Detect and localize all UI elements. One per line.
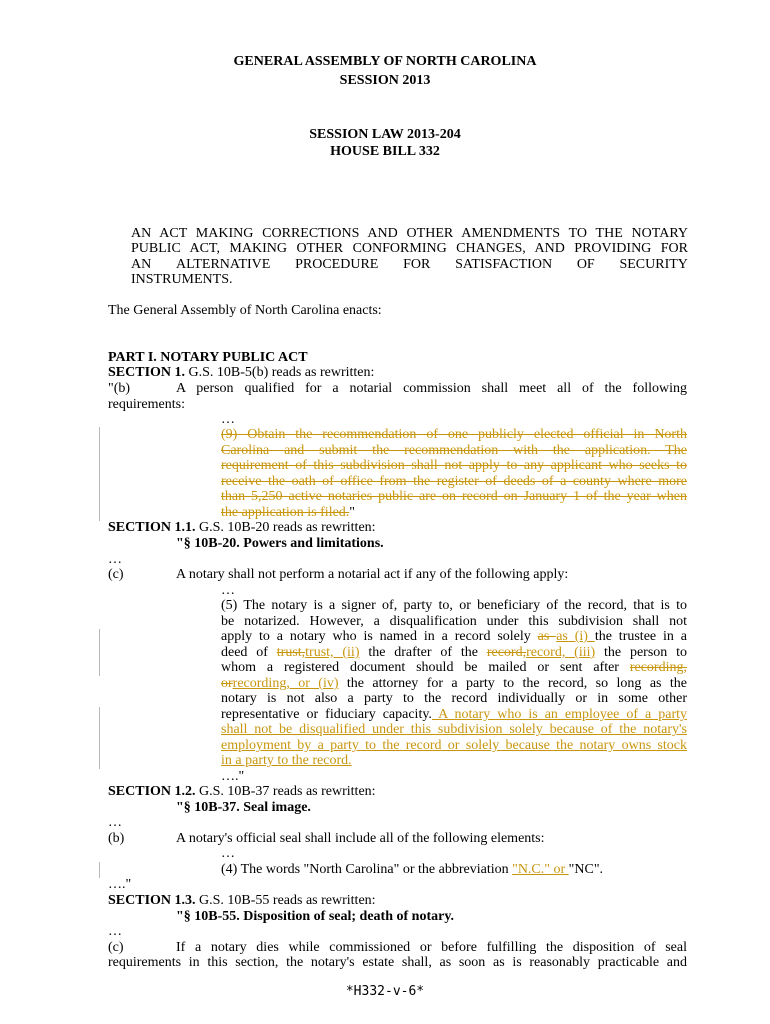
subsection-c-text: If a notary dies while commissioned or before fulfilling the disposition of seal <box>176 940 687 955</box>
change-bar <box>99 707 100 769</box>
subsection-c-label: (c) <box>108 940 124 955</box>
change-bar <box>99 629 100 676</box>
section-text: G.S. 10B-55 reads as rewritten: <box>195 893 376 908</box>
deleted-text: recording, <box>629 660 687 675</box>
statute-heading: "§ 10B-37. Seal image. <box>176 800 311 815</box>
section-text: G.S. 10B-20 reads as rewritten: <box>195 520 376 535</box>
deleted-text-line: receive the oath of office from the register of deeds of a county where more <box>221 474 687 489</box>
text-run: deed of <box>221 645 277 660</box>
text-run: apply to a notary who is named in a record solely <box>221 629 538 644</box>
section-text: G.S. 10B-37 reads as rewritten: <box>195 784 376 799</box>
title-word: AN <box>131 257 152 272</box>
deleted-text-line: than 5,250 active notaries public are on record on January 1 of the year when <box>221 489 687 504</box>
inserted-text-line: in a party to the record. <box>221 753 352 768</box>
section-label: SECTION 1.1. <box>108 520 196 535</box>
closing-quote: " <box>349 505 356 520</box>
act-title-line-2: PUBLIC ACT, MAKING OTHER CONFORMING CHANGES, AND PROVIDING FOR <box>131 241 688 256</box>
text-run: the drafter of the <box>359 645 487 660</box>
paragraph-line-amended <box>221 676 687 692</box>
inserted-text: recording, or (iv) <box>232 676 339 691</box>
title-word: ALTERNATIVE <box>175 257 271 272</box>
subsection-c-text: A notary shall not perform a notarial act if any of the following apply: <box>176 567 569 582</box>
house-bill-heading: HOUSE BILL 332 <box>330 144 440 159</box>
statute-heading: "§ 10B-20. Powers and limitations. <box>176 536 384 551</box>
text-run: the attorney for a party to the record, so long as the <box>338 676 687 691</box>
act-title-line-3 <box>131 257 688 273</box>
ellipsis: … <box>221 846 235 861</box>
text-run: the trustee in a <box>594 629 687 644</box>
subsection-c-label: (c) <box>108 567 124 582</box>
subsection-b-text: A person qualified for a notarial commission shall meet all of the following <box>176 381 687 396</box>
section-1-3-heading <box>108 893 376 909</box>
inserted-text: trust, (ii) <box>305 645 360 660</box>
text-run: "NC". <box>568 862 604 877</box>
enacting-clause: The General Assembly of North Carolina enacts: <box>108 303 382 318</box>
deleted-text: or <box>221 676 233 691</box>
deleted-text: record, <box>486 645 527 660</box>
inserted-text-line: employment by a party to the record or solely because the notary owns stock <box>221 738 687 753</box>
part-heading: PART I. NOTARY PUBLIC ACT <box>108 350 308 365</box>
title-word: OF <box>576 257 595 272</box>
deleted-text-last <box>221 505 355 521</box>
deleted-text-line: (9) Obtain the recommendation of one publicly elected official in North <box>221 427 687 442</box>
paragraph-line-amended <box>221 862 603 878</box>
text-run: whom a registered document should be mailed or sent after <box>221 660 630 675</box>
paragraph-line-amended <box>221 707 687 723</box>
ellipsis: … <box>108 815 122 830</box>
inserted-text: "N.C." or <box>512 862 569 877</box>
section-1-2-heading <box>108 784 376 800</box>
document-id-footer: *H332-v-6* <box>345 984 425 999</box>
text-run: representative or fiduciary capacity. <box>221 707 432 722</box>
change-bar <box>99 427 100 521</box>
session-law-heading: SESSION LAW 2013-204 <box>309 127 461 142</box>
act-title-line-1: AN ACT MAKING CORRECTIONS AND OTHER AMENDMENTS TO THE NOTARY <box>131 226 688 241</box>
section-text: G.S. 10B-5(b) reads as rewritten: <box>185 365 375 380</box>
paragraph-line: (5) The notary is a signer of, party to, or beneficiary of the record, that is to <box>221 598 687 613</box>
deleted-text: trust, <box>276 645 306 660</box>
paragraph-line-amended <box>221 645 687 661</box>
ellipsis: … <box>108 552 122 567</box>
title-word: SATISFACTION <box>455 257 553 272</box>
closing-ellipsis: …." <box>221 769 245 784</box>
title-word: FOR <box>403 257 431 272</box>
ellipsis: … <box>221 412 235 427</box>
inserted-text: as (i) <box>556 629 595 644</box>
paragraph-line: notary is not also a party to the record individually or in some other <box>221 691 687 706</box>
subsection-b-label: (b) <box>108 831 125 846</box>
section-label: SECTION 1.3. <box>108 893 196 908</box>
subsection-b-text: A notary's official seal shall include all of the following elements: <box>176 831 545 846</box>
text-run: (4) The words "North Carolina" or the abbreviation <box>221 862 513 877</box>
statute-heading: "§ 10B-55. Disposition of seal; death of notary. <box>176 909 455 924</box>
subsection-b-label: "(b) <box>108 381 131 396</box>
change-bar <box>99 862 100 878</box>
subsection-c-continued: requirements in this section, the notary's estate shall, as soon as is reasonably practicable and <box>108 955 687 970</box>
inserted-text: record, (iii) <box>526 645 596 660</box>
deleted-text: as <box>537 629 557 644</box>
inserted-text: A notary who is an employee of a party <box>431 707 687 722</box>
ellipsis: … <box>221 583 235 598</box>
session-heading: SESSION 2013 <box>339 73 431 88</box>
section-1-heading <box>108 365 374 381</box>
assembly-heading: GENERAL ASSEMBLY OF NORTH CAROLINA <box>233 54 537 69</box>
closing-ellipsis: …." <box>108 877 132 892</box>
inserted-text-line: shall not be disqualified under this subdivision solely because of the notary's <box>221 722 687 737</box>
title-word: PROCEDURE <box>295 257 379 272</box>
deleted-text-line: requirement of this subdivision shall not apply to any applicant who seeks to <box>221 458 687 473</box>
paragraph-line-amended <box>221 629 687 645</box>
act-title-line-4: INSTRUMENTS. <box>131 272 233 287</box>
ellipsis: … <box>108 924 122 939</box>
deleted-text: the application is filed. <box>221 505 350 520</box>
subsection-b-continued: requirements: <box>108 397 185 412</box>
deleted-text-line: Carolina and submit the recommendation with the application. The <box>221 443 687 458</box>
title-word: SECURITY <box>619 257 688 272</box>
section-label: SECTION 1. <box>108 365 186 380</box>
paragraph-line: be notarized. However, a disqualification under this subdivision shall not <box>221 614 687 629</box>
section-1-1-heading <box>108 520 376 536</box>
text-run: the person to <box>595 645 687 660</box>
paragraph-line-amended <box>221 660 687 676</box>
section-label: SECTION 1.2. <box>108 784 196 799</box>
